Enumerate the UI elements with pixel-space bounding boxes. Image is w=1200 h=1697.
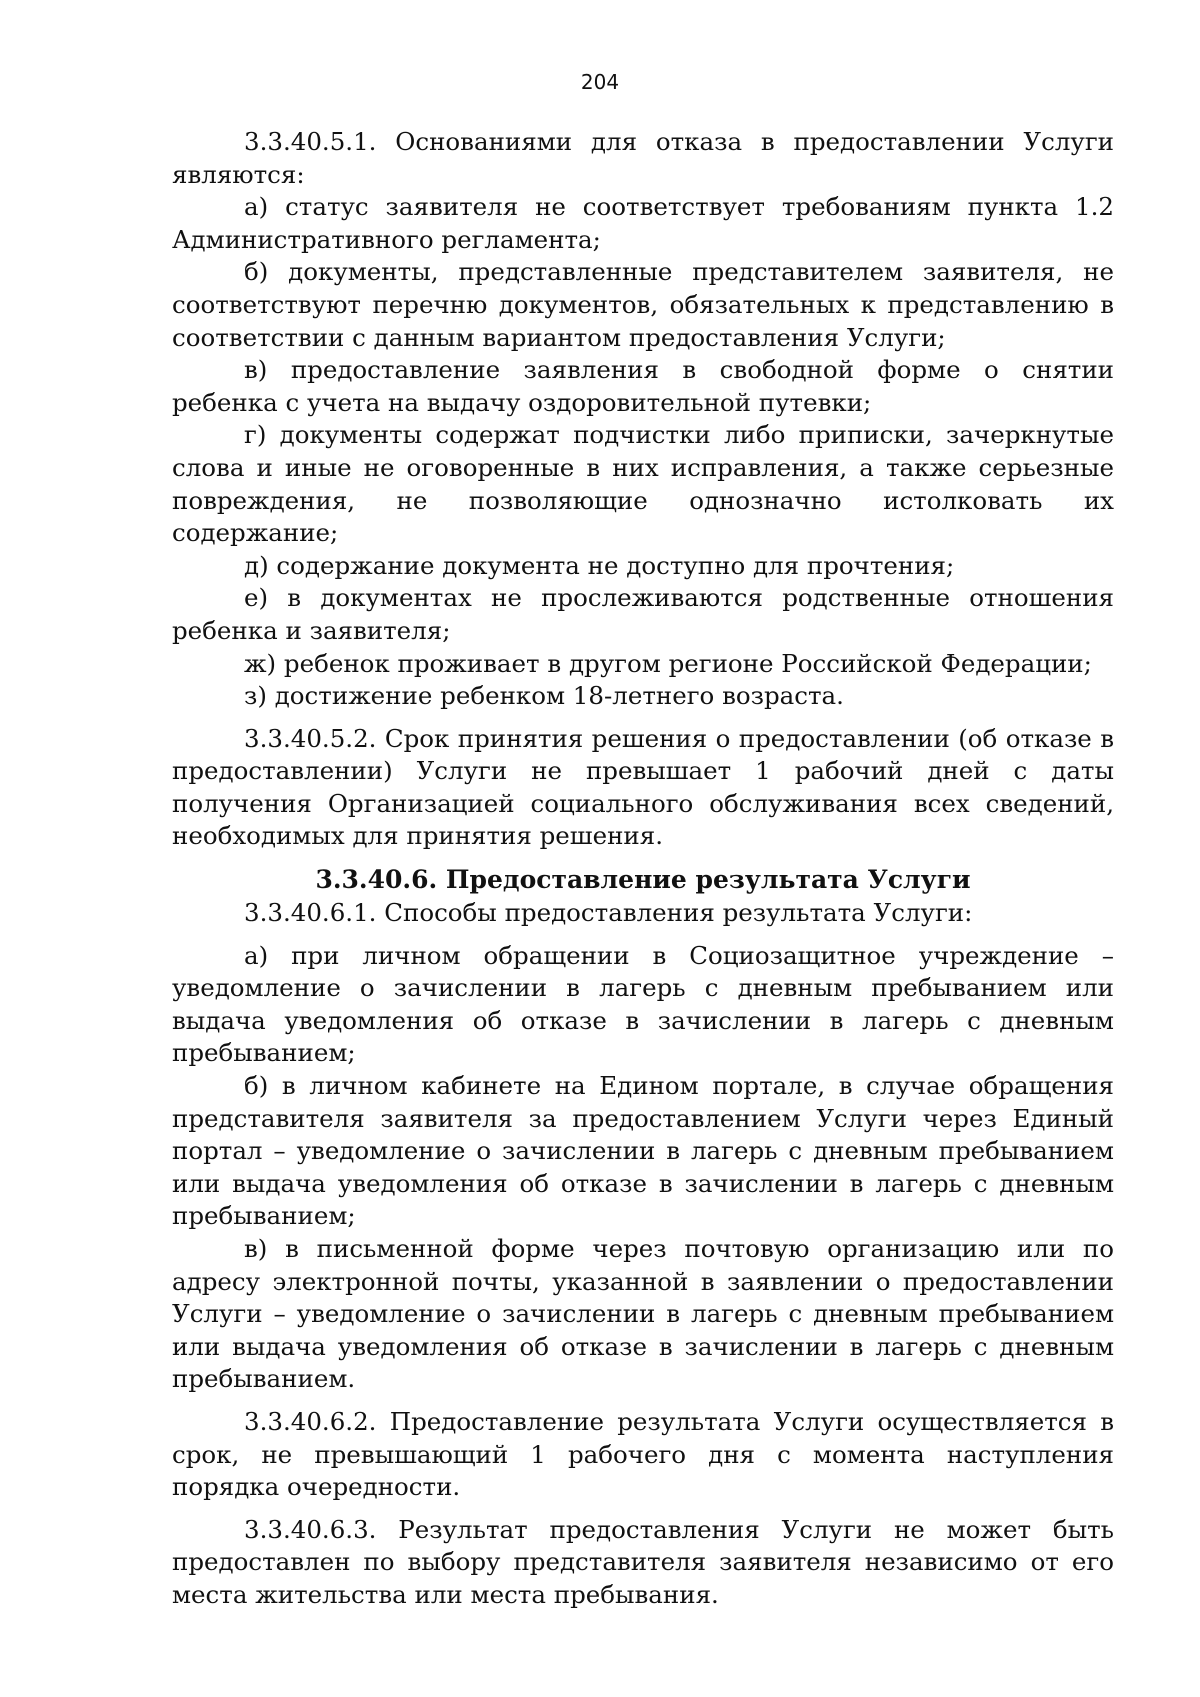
paragraph: а) статус заявителя не соответствует требованиям пункта 1.2 Административного регламента; [172, 192, 1114, 254]
paragraph: ж) ребенок проживает в другом регионе Российской Федерации; [244, 648, 1092, 678]
paragraph: а) при личном обращении в Социозащитное учреждение – уведомление о зачислении в лагерь с дневным пребыванием или выдача уведомления об отказе в зачислении в лагерь с дневным пребыванием; [172, 940, 1114, 1068]
paragraph: з) достижение ребенком 18-летнего возраста. [244, 681, 844, 711]
paragraph: 3.3.40.5.1. Основаниями для отказа в предоставлении Услуги являются: [172, 127, 1114, 189]
paragraph: 3.3.40.5.2. Срок принятия решения о предоставлении (об отказе в предоставлении) Услуги не превышает 1 рабочий дней с даты получения Организацией социального обслуживания всех сведений, необходимых для принятия решения. [172, 723, 1114, 851]
document-body [172, 126, 1114, 1612]
paragraph: б) документы, представленные представителем заявителя, не соответствуют перечню документов, обязательных к представлению в соответствии с данным вариантом предоставления Услуги; [172, 257, 1114, 352]
paragraph: 3.3.40.6.1. Способы предоставления результата Услуги: [244, 898, 973, 928]
section-heading: 3.3.40.6. Предоставление результата Услуги [315, 865, 971, 895]
paragraph: в) предоставление заявления в свободной форме о снятии ребенка с учета на выдачу оздоровительной путевки; [172, 355, 1114, 417]
page-number: 204 [580, 70, 620, 94]
paragraph: 3.3.40.6.2. Предоставление результата Услуги осуществляется в срок, не превышающий 1 рабочего дня с момента наступления порядка очередности. [172, 1406, 1114, 1502]
paragraph: б) в личном кабинете на Едином портале, в случае обращения представителя заявителя за предоставлением Услуги через Единый портал – уведомление о зачислении в лагерь с дневным пребыванием или выдача уведомления об отказе в зачислении в лагерь с дневным пребыванием; [172, 1071, 1114, 1231]
paragraph: 3.3.40.6.3. Результат предоставления Услуги не может быть предоставлен по выбору представителя заявителя независимо от его места жительства или места пребывания. [172, 1514, 1114, 1609]
paragraph: г) документы содержат подчистки либо приписки, зачеркнутые слова и иные не оговоренные в них исправления, а также серьезные повреждения, не позволяющие однозначно истолковать их содержание; [172, 420, 1114, 548]
paragraph: е) в документах не прослеживаются родственные отношения ребенка и заявителя; [172, 583, 1114, 645]
paragraph: д) содержание документа не доступно для прочтения; [244, 550, 955, 580]
paragraph: в) в письменной форме через почтовую организацию или по адресу электронной почты, указанной в заявлении о предоставлении Услуги – уведомление о зачислении в лагерь с дневным пребыванием или выдача уведомления об отказе в зачислении в лагерь с дневным пребыванием. [172, 1234, 1114, 1394]
